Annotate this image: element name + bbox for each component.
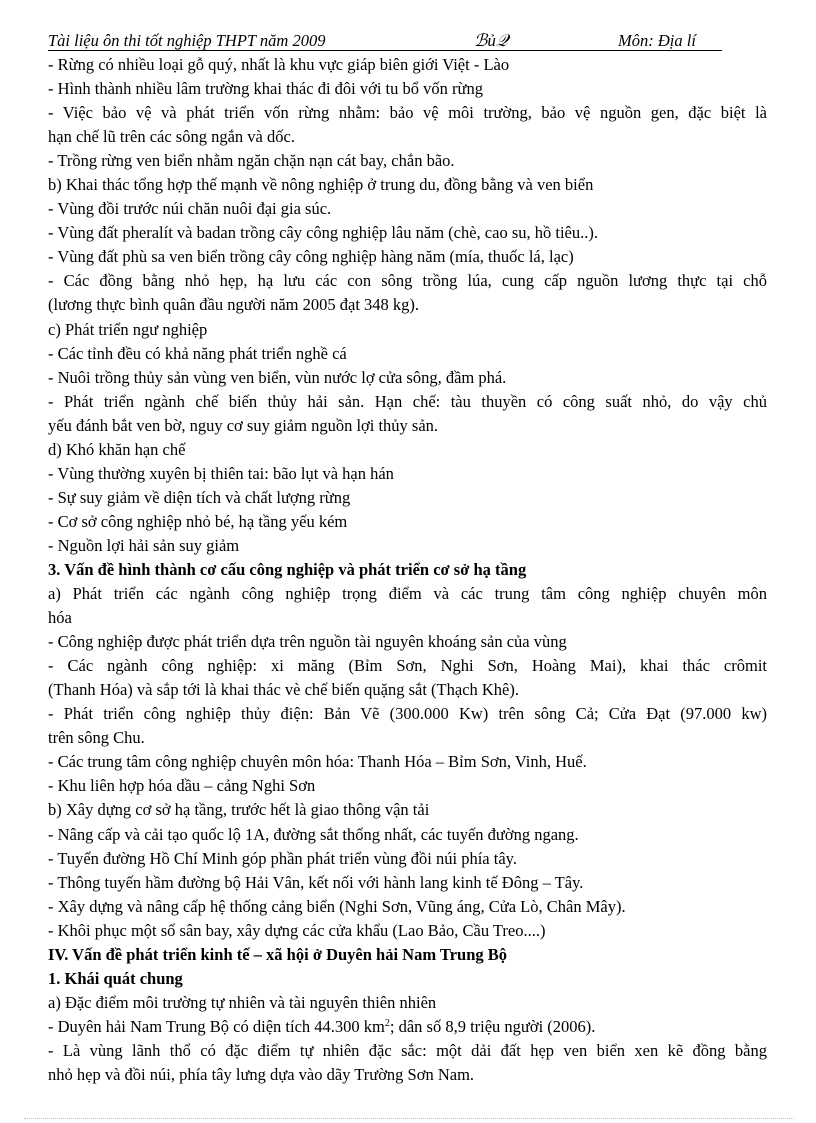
text-line: - Sự suy giảm về diện tích và chất lượng rừng xyxy=(48,487,351,507)
header-document-title: Tài liệu ôn thi tốt nghiệp THPT năm 2009 xyxy=(48,31,326,50)
text-line: - Các trung tâm công nghiệp chuyên môn hóa: Thanh Hóa – Bỉm Sơn, Vinh, Huế. xyxy=(48,752,587,772)
text-line: - Các đồng bằng nhỏ hẹp, hạ lưu các con sông trồng lúa, cung cấp nguồn lương thực tại chỗ xyxy=(48,271,767,291)
text-line-area xyxy=(48,1015,767,1039)
text-line: - Xây dựng và nâng cấp hệ thống cảng biển (Nghi Sơn, Vũng áng, Cửa Lò, Chân Mây). xyxy=(48,896,626,916)
page-bottom-border xyxy=(24,1118,794,1119)
text-line: - Tuyến đường Hồ Chí Minh góp phần phát triển vùng đồi núi phía tây. xyxy=(48,848,517,868)
text-line: - Thông tuyến hầm đường bộ Hải Vân, kết nối với hành lang kinh tế Đông – Tây. xyxy=(48,872,584,892)
area-text: - Duyên hải Nam Trung Bộ có diện tích 44.300 km xyxy=(48,1016,385,1036)
section-heading: 3. Vấn đề hình thành cơ cấu công nghiệp và phát triển cơ sở hạ tầng xyxy=(48,559,527,579)
page-header xyxy=(48,30,722,52)
text-line: - Là vùng lãnh thổ có đặc điểm tự nhiên đặc sắc: một dải đất hẹp ven biển xen kẽ đồng bằng xyxy=(48,1040,767,1060)
text-line: - Khu liên hợp hóa dầu – cảng Nghi Sơn xyxy=(48,776,316,796)
text-line: - Phát triển công nghiệp thủy điện: Bản Vẽ (300.000 Kw) trên sông Cả; Cửa Đạt (97.000 kw) xyxy=(48,704,767,724)
text-line: hóa xyxy=(48,608,72,628)
subsection-heading: c) Phát triển ngư nghiệp xyxy=(48,319,208,339)
section-heading: 1. Khái quát chung xyxy=(48,968,183,988)
text-line: - Các tỉnh đều có khả năng phát triển nghề cá xyxy=(48,343,347,363)
header-underline xyxy=(48,50,722,51)
subsection-heading: b) Khai thác tổng hợp thế mạnh về nông nghiệp ở trung du, đồng bằng và ven biển xyxy=(48,175,594,195)
text-line: trên sông Chu. xyxy=(48,728,145,748)
chapter-heading: IV. Vấn đề phát triển kinh tế – xã hội ở Duyên hải Nam Trung Bộ xyxy=(48,944,508,964)
text-line: - Nguồn lợi hải sản suy giảm xyxy=(48,535,240,555)
subsection-heading: d) Khó khăn hạn chế xyxy=(48,439,186,459)
text-line: - Trồng rừng ven biển nhằm ngăn chặn nạn cát bay, chắn bão. xyxy=(48,151,455,171)
text-line: - Vùng đất phù sa ven biển trồng cây công nghiệp hàng năm (mía, thuốc lá, lạc) xyxy=(48,247,574,267)
text-line: - Nâng cấp và cải tạo quốc lộ 1A, đường sắt thống nhất, các tuyến đường ngang. xyxy=(48,824,579,844)
text-line: - Vùng đồi trước núi chăn nuôi đại gia súc. xyxy=(48,199,332,219)
text-line: - Hình thành nhiều lâm trường khai thác đi đôi với tu bổ vốn rừng xyxy=(48,79,483,99)
area-superscript: 2 xyxy=(384,1017,390,1029)
text-line: - Rừng có nhiều loại gỗ quý, nhất là khu vực giáp biên giới Việt - Lào xyxy=(48,55,510,74)
header-subject: Môn: Địa lí xyxy=(618,31,696,50)
text-line: (Thanh Hóa) và sắp tới là khai thác vè chế biến quặng sắt (Thạch Khê). xyxy=(48,680,519,700)
area-text-rest: ; dân số 8,9 triệu người (2006). xyxy=(389,1016,596,1036)
text-line: yếu đánh bắt ven bờ, nguy cơ suy giảm nguồn lợi thủy sản. xyxy=(48,415,439,435)
text-line: hạn chế lũ trên các sông ngắn và dốc. xyxy=(48,127,295,147)
subsection-heading: a) Phát triển các ngành công nghiệp trọng điểm và các trung tâm công nghiệp chuyên môn xyxy=(48,584,767,604)
subsection-heading: b) Xây dựng cơ sở hạ tầng, trước hết là giao thông vận tải xyxy=(48,800,430,820)
subsection-heading: a) Đặc điểm môi trường tự nhiên và tài nguyên thiên nhiên xyxy=(48,992,437,1012)
document-body xyxy=(48,53,767,1087)
text-line: nhỏ hẹp và đồi núi, phía tây lưng dựa vào dãy Trường Sơn Nam. xyxy=(48,1064,475,1084)
text-line: - Công nghiệp được phát triển dựa trên nguồn tài nguyên khoáng sản của vùng xyxy=(48,632,567,652)
text-line: - Vùng thường xuyên bị thiên tai: bão lụt và hạn hán xyxy=(48,463,394,483)
text-line: - Phát triển ngành chế biến thủy hải sản. Hạn chế: tàu thuyền có công suất nhỏ, do vậy chủ xyxy=(48,391,767,411)
text-line: (lương thực bình quân đầu người năm 2005 đạt 348 kg). xyxy=(48,295,420,315)
header-author-signature: ℬủ𝒬 xyxy=(474,31,509,50)
text-line: - Các ngành công nghiệp: xi măng (Bỉm Sơn, Nghi Sơn, Hoàng Mai), khai thác crômit xyxy=(48,656,767,676)
text-line: - Khôi phục một số sân bay, xây dựng các cửa khẩu (Lao Bảo, Cầu Treo....) xyxy=(48,920,546,940)
text-line: - Việc bảo vệ và phát triển vốn rừng nhằm: bảo vệ môi trường, bảo vệ nguồn gen, đặc biệt là xyxy=(48,103,767,123)
text-line: - Nuôi trồng thủy sản vùng ven biển, vùn nước lợ cửa sông, đầm phá. xyxy=(48,367,507,387)
text-line: - Cơ sở công nghiệp nhỏ bé, hạ tầng yếu kém xyxy=(48,511,348,531)
text-line: - Vùng đất pheralít và badan trồng cây công nghiệp lâu năm (chè, cao su, hồ tiêu..). xyxy=(48,223,598,243)
